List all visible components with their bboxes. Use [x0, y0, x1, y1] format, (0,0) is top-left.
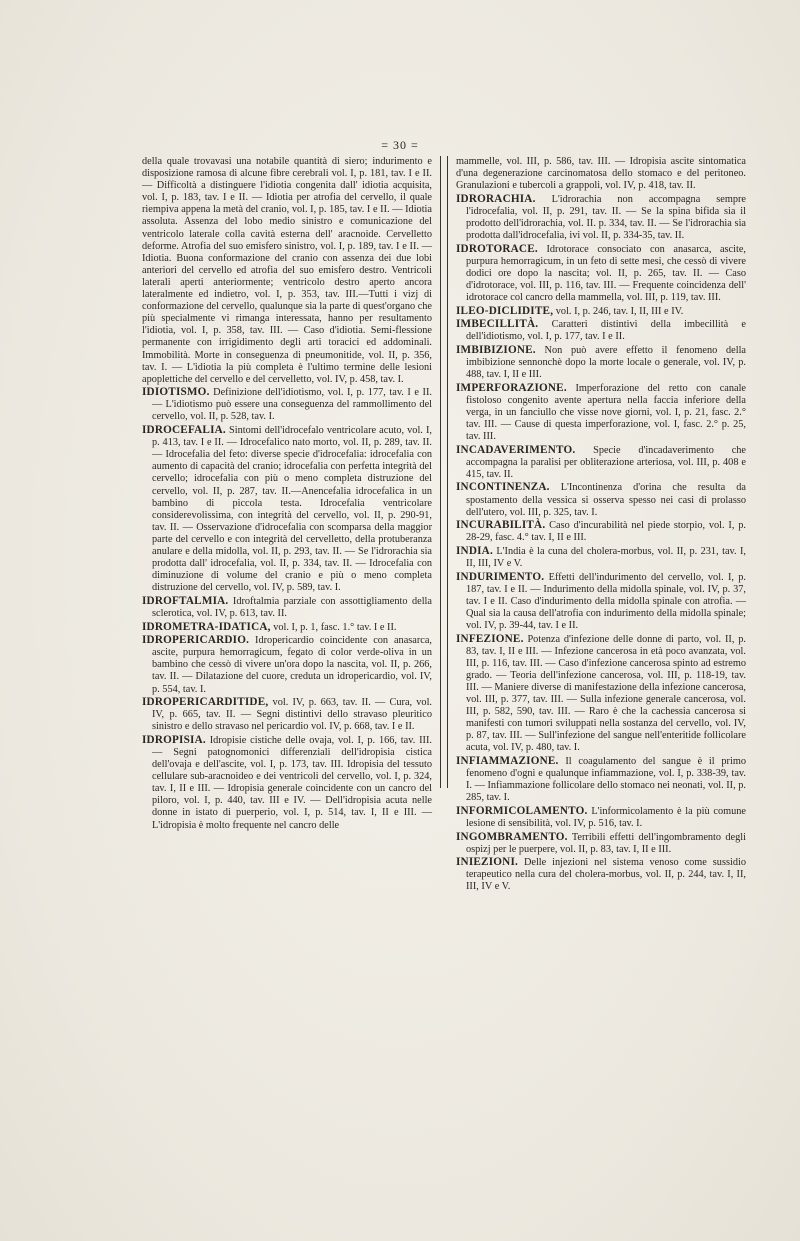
entry-headword: IMBECILLITÀ.	[456, 318, 539, 331]
entry-headword: INDIA.	[456, 544, 493, 557]
entry-headword: INFEZIONE.	[456, 632, 524, 645]
entry-headword: INGOMBRAMENTO.	[456, 830, 568, 843]
index-entry	[142, 386, 432, 423]
left-column	[142, 156, 432, 832]
entry-headword: INIEZIONI.	[456, 856, 518, 869]
entry-headword: INCONTINENZA.	[456, 481, 550, 494]
page-number: = 30 =	[381, 138, 419, 152]
entry-text: L'idrorachia non accompagna sempre l'idrocefalia, vol. II, p. 291, tav. II. — Se la spina bifida sia il prodotto dell'idrorachia, vol. II. p. 334, tav. II. — Se l'idrorachia sia prodotta dall'idrocefalia, ivi vol. II, p. 334-35, tav. II.	[466, 193, 746, 242]
entry-text: Definizione dell'idiotismo, vol. I, p. 177, tav. I e II. — L'idiotismo può essere una conseguenza del rammollimento del cervello, vol. II, p. 528, tav. I.	[152, 387, 432, 423]
index-entry	[456, 444, 746, 481]
entry-text: L'Incontinenza d'orina che resulta da spostamento della vessica si osserva spesso nei casi di prolasso dell'utero, vol. III, p. 325, tav. I.	[466, 482, 746, 518]
index-entry	[456, 805, 746, 830]
entry-text: vol. I, p. 1, fasc. 1.° tav. I e II.	[273, 621, 397, 633]
index-entry	[456, 519, 746, 544]
index-entry	[142, 634, 432, 695]
entry-headword: IDRORACHIA.	[456, 192, 536, 205]
index-entry	[456, 156, 746, 192]
index-entry	[142, 595, 432, 620]
entry-text: L'India è la cuna del cholera-morbus, vol. II, p. 231, tav. I, II, III, IV e V.	[466, 545, 746, 569]
entry-text: L'informicolamento è la più comune lesione di sensibilità, vol. IV, p. 516, tav. I.	[466, 805, 747, 829]
entry-headword: IDROFTALMIA.	[142, 594, 229, 607]
entry-headword: IDROPERICARDITIDE,	[142, 696, 269, 709]
entry-text: Idrotorace consociato con anasarca, ascite, purpura hemorragicum, in un feto di sette mesi, che cessò di vivere dodici ore dopo la nascita; vol. II, p. 265, tav. II. — Caso d'idrotorace, vol. III, p. 116, tav. III. — Frequente coincidenza dell' idrotorace col cancro della mammella, vol. III, p. 119, tav. III.	[466, 243, 746, 304]
index-entry	[456, 633, 746, 755]
index-entry	[456, 481, 746, 518]
entry-headword: IDROPERICARDIO.	[142, 634, 250, 647]
entry-text: Caratteri distintivi della imbecillità e dell'idiotismo, vol. I, p. 177, tav. I e II.	[466, 319, 746, 343]
entry-text: vol. I, p. 246, tav. I, II, III e IV.	[555, 305, 684, 317]
entry-text: Non può avere effetto il fenomeno della imbibizione sennonchè dopo la morte locale o generale, vol. IV, p. 488, tav. I, II e III.	[466, 344, 746, 381]
entry-headword: INFIAMMAZIONE.	[456, 755, 559, 767]
entry-headword: ILEO-DICLIDITE,	[456, 304, 554, 317]
right-column	[456, 156, 746, 894]
index-entry	[142, 424, 432, 594]
entry-text: della quale trovavasi una notabile quantità di siero; indurimento e disposizione ramosa di alcune fibre cerebrali vol. I, p. 181, tav. I e II. — Difficoltà a distinguere l'idiotia congenita dall' idiotia acquisita, vol. I, p. 183, tav. I e II. — Idiotia per atrofia del cervello, il quale riempiva appena la metà del cranio, vol. I, p. 185, tav. I e II. — Idiotia assoluta. Assenza del lobo medio sinistro e comunicazione del ventricolo laterale colla cavità esterna dell' aracnoide. Cervelletto deforme. Atrofia del suo emisfero sinistro, vol. I, p. 189, tav. I e II. — Idiotia. Buona conformazione del cranio con assenza dei due lobi anteriori del cervello ed atrofia del suo emisfero destro. Ventricoli laterali aperti anteriormente; ventricolo destro aperto ancora lateralmente ed indietro, vol. I, p. 353, tav. III.—Tutti i vizj di conformazione del cervello, qualunque sia la parte di quest'organo che più specialmente vi rimanga interessata, hanno per resultamento l'idiotia, vol. I, p. 358, tav. III. — Caso d'idiotia. Semi-flessione permanente con irrigidimento degli arti toracici ed addominali. Immobilità. Morte in conseguenza di pneumonitide, vol. II, p. 356, tav. I. — L'idiotia la più completa è l'ultimo termine delle lesioni apoplettiche del cervello e del cervelletto, vol. IV, p. 458, tav. I.	[142, 156, 432, 385]
index-entry	[456, 305, 746, 318]
entry-headword: IMPERFORAZIONE.	[456, 381, 567, 394]
index-entry	[456, 344, 746, 381]
entry-text: Sintomi dell'idrocefalo ventricolare acuto, vol. I, p. 413, tav. I e II. — Idrocefalico nato morto, vol. II, p. 289, tav. II. — Idrocefalia del feto: diverse specie d'idrocefalia: idrocefalia con aumento di capacità del cranio; idrocefalia con perfetta integrità del cervello; idrocefalia con più o meno completa distruzione del cervello, vol. II, p. 287, tav. II.—Anencefalia idrocefalica in un bambino di piccola testa. Idrocefalia ventricolare considerevolissima, con integrità del cervello, vol. II, p. 290-91, tav. II. — Osservazione d'idrocefalia con scomparsa della maggior parte del cervello e con integrità del cervelletto, della protuberanza anulare e della midolla, vol. II, p. 293, tav. II. — Se l'idrorachia sia prodotta dall' idrocefalia, vol. II, p. 334, tav. II. — Idrocefalia con diminuzione di volume del cranio e più o meno completa distruzione del cervello, vol. IV, p. 589, tav. I.	[152, 425, 432, 594]
entry-headword: IDROTORACE.	[456, 242, 538, 255]
index-entry	[456, 193, 746, 242]
index-entry	[456, 831, 746, 856]
entry-headword: INFORMICOLAMENTO.	[456, 804, 588, 817]
index-entry	[456, 545, 746, 570]
index-entry	[456, 755, 746, 804]
entry-headword: IDROCEFALIA.	[142, 424, 226, 437]
index-entry	[456, 856, 746, 893]
entry-headword: IDROPISIA.	[142, 733, 206, 746]
entry-text: mammelle, vol. III, p. 586, tav. III. — Idropisia ascite sintomatica d'una degenerazione carcinomatosa dello stomaco e del peritoneo. Granulazioni e tubercoli a grappoli, vol. IV, p. 418, tav. II.	[456, 156, 746, 192]
entry-text: Imperforazione del retto con canale fistoloso congenito avente apertura nella faccia inferiore della verga, in un fanciullo che visse nove giorni, vol. I, p. 21, fasc. 2.° tav. III. — Cause di questa imperforazione, vol. I, fasc. 2.° p. 25, tav. III.	[466, 382, 746, 443]
index-entry	[142, 734, 432, 832]
entry-text: Potenza d'infezione delle donne di parto, vol. II, p. 83, tav. I, II e III. — Infezione cancerosa in età poco avanzata, vol. III, p. 116, tav. III. — Caso d'infezione cancerosa spinto ad estremo grado. — Teoria dell'infezione cancerosa, vol. III, p. 118-19, tav. III. — Maniere diverse di manifestazione della infezione cancerosa, vol. III, p. 377, tav. III. — Sulla infezione generale cancerosa, vol. III, p. 582, 590, tav. III. — Raro è che la cachessia cancerosa si manifesti con tumori sviluppati nella sostanza del cervello, vol. IV, p. 87, tav. III. — Sull'infezione del sangue nell'enteritide follicolare acuta, vol. IV, p. 480, tav. I.	[466, 633, 746, 754]
index-entry	[142, 621, 432, 634]
entry-text: Idropericardio coincidente con anasarca, ascite, purpura hemorragicum, fegato di color verde-oliva in un bambino che cessò di vivere un'ora dopo la nascita, vol. II, p. 266, tav. II. — Dilatazione del cuore, creduta un idropericardio, vol. IV, p. 554, tav. I.	[152, 635, 433, 695]
entry-text: Idropisie cistiche delle ovaja, vol. I, p. 166, tav. III. — Segni patognomonici differenziali dell'idropisia cistica dell'ovaja e dell'ascite, vol. I, p. 173, tav. III. Idropisia del tessuto cellulare sub-aracnoideo e dei ventricoli del cervello, vol. I, p. 324, tav. I, II e III. — Idropisia generale coincidente con un cancro del piloro, vol. I, p. 440, tav. III e IV. — Dell'idropisia acuta nelle donne in istato di puerperio, vol. I, p. 514, tav. I, II e III. — L'idropisia è molto frequente nel cancro delle	[152, 734, 432, 831]
index-entry	[456, 382, 746, 443]
index-entry	[456, 318, 746, 343]
entry-headword: INDURIMENTO.	[456, 570, 545, 583]
entry-text: Il coagulamento del sangue è il primo fenomeno d'ogni e qualunque infiammazione, vol. I, p. 338-39, tav. I. — Infiammazione follicolare dello stomaco nei neonati, vol. II, p. 285, tav. I.	[466, 756, 746, 804]
entry-text: Idroftalmia parziale con assottigliamento della sclerotica, vol. IV, p. 613, tav. II.	[152, 595, 432, 619]
entry-headword: IDROMETRA-IDATICA,	[142, 620, 271, 633]
entry-headword: IDIOTISMO.	[142, 386, 210, 399]
index-entry	[456, 243, 746, 304]
entry-headword: IMBIBIZIONE.	[456, 343, 536, 356]
index-entry	[456, 571, 746, 632]
entry-headword: INCURABILITÀ.	[456, 519, 546, 532]
entry-text: Terribili effetti dell'ingombramento degli ospizj per le puerpere, vol. II, p. 83, tav. I, II e III.	[466, 831, 746, 855]
entry-text: vol. IV, p. 663, tav. II. — Cura, vol. IV, p. 665, tav. II. — Segni distintivi dello stravaso pleuritico sinistro e dello stravaso nel pericardio vol. IV, p. 668, tav. I e II.	[152, 697, 432, 733]
entry-text: Caso d'incurabilità nel piede storpio, vol. I, p. 28-29, fasc. 4.° tav. I, II e III.	[466, 520, 746, 544]
entry-text: Specie d'incadaverimento che accompagna la paralisi per obliterazione arteriosa, vol. III, p. 408 e 415, tav. II.	[466, 444, 746, 480]
column-divider	[440, 156, 448, 788]
index-entry	[142, 696, 432, 733]
entry-text: Delle injezioni nel sistema venoso come sussidio terapeutico nella cura del cholera-morbus, vol. II, p. 244, tav. I, II, III, IV e V.	[466, 857, 746, 893]
entry-text: Effetti dell'indurimento del cervello, vol. I, p. 187, tav. I e II. — Indurimento della midolla spinale, vol. IV, p. 37, tav. I e II. Caso d'indurimento della midolla spinale con atrofia. — Qual sia la causa dell'atrofia con indurimento della midolla spinale; vol. IV, p. 39-44, tav. I e II.	[466, 571, 746, 631]
index-entry	[142, 156, 432, 386]
entry-headword: INCADAVERIMENTO.	[456, 443, 576, 456]
